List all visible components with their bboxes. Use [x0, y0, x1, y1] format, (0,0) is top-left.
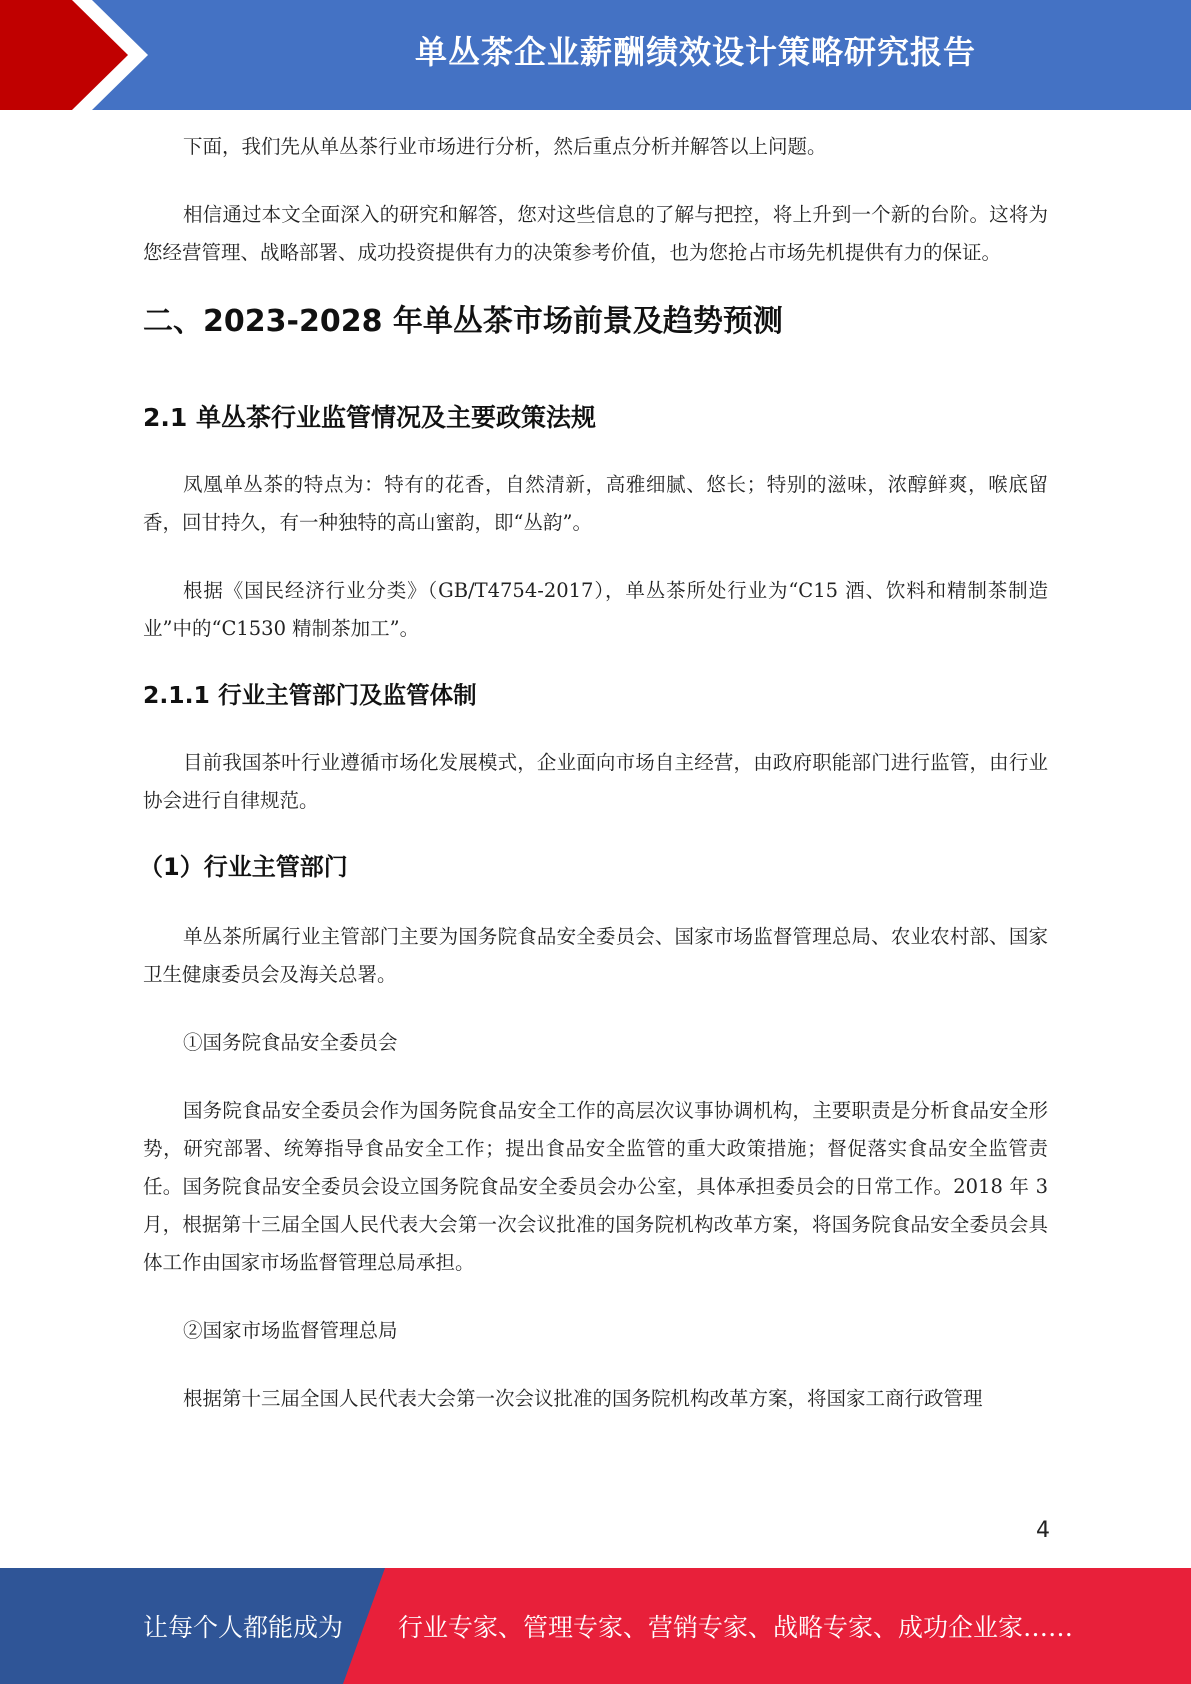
- paragraph-industry-classification: 根据《国民经济行业分类》（GB/T4754-2017），单丛茶所处行业为“C15 酒、饮料和精制茶制造业”中的“C1530 精制茶加工”。: [143, 579, 1048, 640]
- paragraph-authorities: 单丛茶所属行业主管部门主要为国务院食品安全委员会、国家市场监督管理总局、农业农村部、国家卫生健康委员会及海关总署。: [143, 925, 1048, 986]
- page-header: [0, 0, 1191, 110]
- subsubsection-heading: 2.1.1 行业主管部门及监管体制: [143, 681, 477, 709]
- page-footer: [0, 1568, 1191, 1684]
- footer-slogan-right: 行业专家、管理专家、营销专家、战略专家、成功企业家……: [398, 1613, 1074, 1642]
- paragraph-market-regulation: 根据第十三届全国人民代表大会第一次会议批准的国务院机构改革方案，将国家工商行政管理: [183, 1387, 983, 1410]
- footer-slogan-left: 让每个人都能成为: [143, 1613, 344, 1642]
- subsection-heading: 2.1 单丛茶行业监管情况及主要政策法规: [143, 403, 596, 432]
- paragraph-tea-features: 凤凰单丛茶的特点为：特有的花香，自然清新，高雅细腻、悠长；特别的滋味，浓醇鲜爽，喉底留香，回甘持久，有一种独特的高山蜜韵，即“丛韵”。: [143, 473, 1048, 534]
- item-heading: （1）行业主管部门: [139, 853, 348, 881]
- document-body: [139, 128, 1048, 1448]
- list-item-food-safety-commission: ①国务院食品安全委员会: [183, 1031, 398, 1054]
- report-title: 单丛茶企业薪酬绩效设计策略研究报告: [414, 33, 976, 71]
- section-heading: 二、2023-2028 年单丛茶市场前景及趋势预测: [143, 304, 783, 339]
- page-number: 4: [1036, 1518, 1050, 1543]
- paragraph-value: 相信通过本文全面深入的研究和解答，您对这些信息的了解与把控，将上升到一个新的台阶。这将为您经营管理、战略部署、成功投资提供有力的决策参考价值，也为您抢占市场先机提供有力的保证。: [143, 203, 1048, 264]
- paragraph-regulation-mode: 目前我国茶叶行业遵循市场化发展模式，企业面向市场自主经营，由政府职能部门进行监管，由行业协会进行自律规范。: [143, 751, 1048, 812]
- paragraph-intro: 下面，我们先从单丛茶行业市场进行分析，然后重点分析并解答以上问题。: [183, 135, 827, 158]
- paragraph-food-safety-commission: 国务院食品安全委员会作为国务院食品安全工作的高层次议事协调机构，主要职责是分析食品安全形势，研究部署、统筹指导食品安全工作；提出食品安全监管的重大政策措施；督促落实食品安全监管责任。国务院食品安全委员会设立国务院食品安全委员会办公室，具体承担委员会的日常工作。2018 年 3 月，根据第十三届全国人民代表大会第一次会议批准的国务院机构改革方案，将国务院食品安全委员会具体工作由国家市场监督管理总局承担。: [143, 1099, 1048, 1274]
- list-item-market-regulation: ②国家市场监督管理总局: [183, 1319, 398, 1342]
